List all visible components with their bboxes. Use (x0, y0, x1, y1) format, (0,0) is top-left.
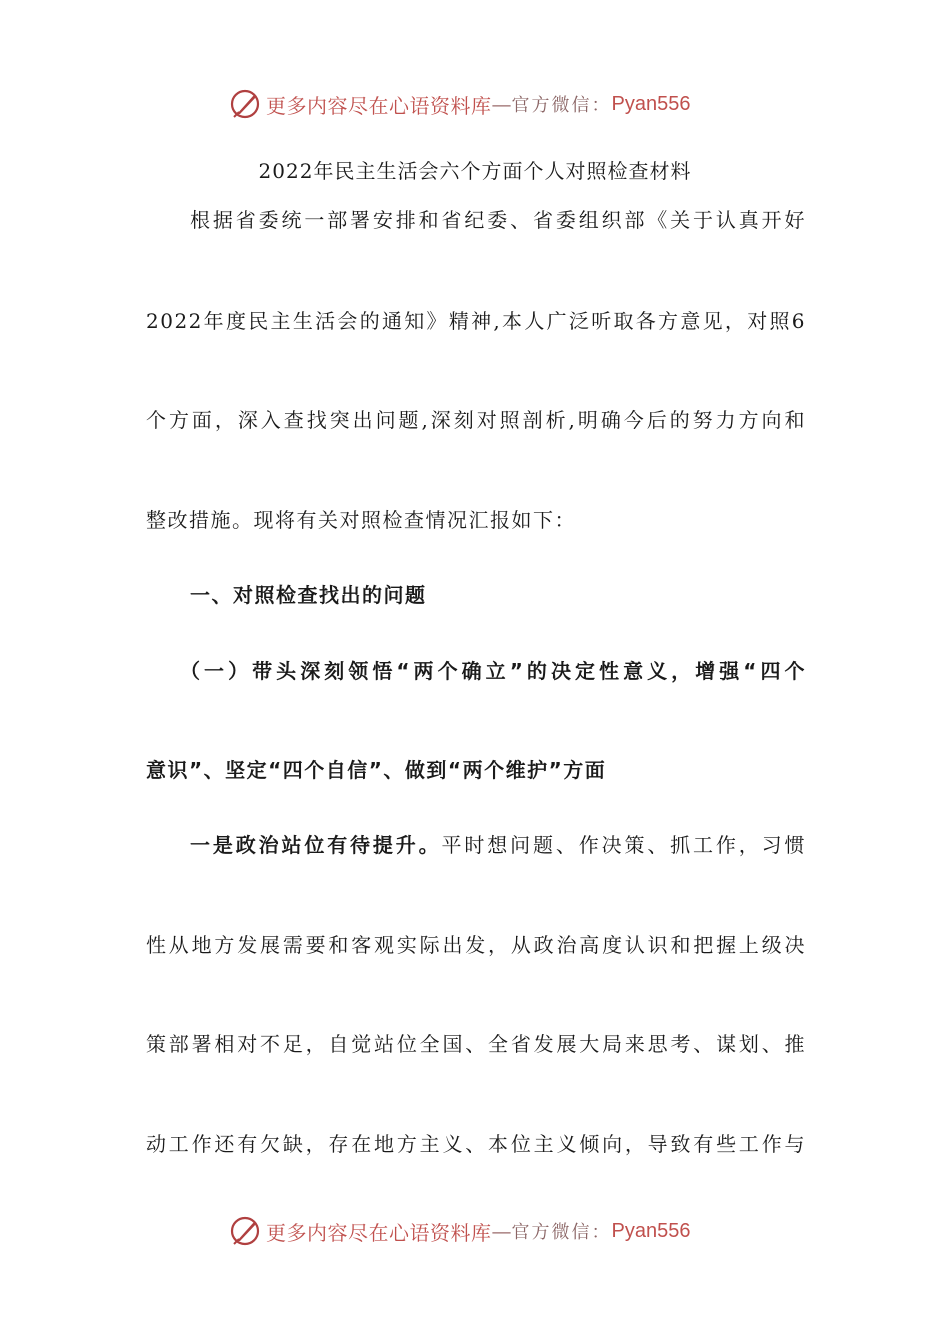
watermark-wechat-id: Pyan556 (611, 92, 691, 115)
intro-line-1: 根据省委统一部署安排和省纪委、省委组织部《关于认真开好 (190, 208, 806, 232)
point-line-4: 动工作还有欠缺，存在地方主义、本位主义倾向，导致有些工作与 (146, 1132, 806, 1156)
document-title: 2022年民主生活会六个方面个人对照检查材料 (258, 159, 692, 183)
point-line-1-text: 平时想问题、作决策、抓工作，习惯 (441, 833, 807, 857)
quill-pen-icon (228, 87, 262, 121)
intro-line-4: 整改措施。现将有关对照检查情况汇报如下： (146, 508, 576, 532)
intro-line-3: 个方面，深入查找突出问题,深刻对照剖析,明确今后的努力方向和 (146, 408, 806, 432)
watermark-dash: — (491, 1219, 512, 1243)
watermark-label: 官方微信： (511, 1222, 612, 1243)
point-line-1 (190, 830, 806, 860)
watermark-brand: 更多内容尽在心语资料库 (266, 93, 492, 118)
quill-pen-icon (228, 1214, 262, 1248)
intro-line-2: 2022年度民主生活会的通知》精神,本人广泛听取各方意见，对照6 (146, 309, 806, 333)
watermark-wechat-id: Pyan556 (611, 1219, 691, 1242)
watermark-label: 官方微信： (511, 95, 612, 116)
watermark-brand: 更多内容尽在心语资料库 (266, 1220, 492, 1245)
watermark-dash: — (491, 92, 512, 116)
subsection-heading-line-2: 意识”、坚定“四个自信”、做到“两个维护”方面 (146, 758, 607, 782)
point-line-3: 策部署相对不足，自觉站位全国、全省发展大局来思考、谋划、推 (146, 1032, 806, 1056)
header-watermark (228, 84, 690, 124)
point-lead: 一是政治站位有待提升。 (190, 833, 442, 857)
subsection-heading-line-1: （一）带头深刻领悟“两个确立”的决定性意义，增强“四个 (180, 659, 806, 683)
point-line-2: 性从地方发展需要和客观实际出发，从政治高度认识和把握上级决 (146, 933, 806, 957)
footer-watermark (228, 1211, 690, 1251)
section-heading: 一、对照检查找出的问题 (190, 583, 427, 607)
